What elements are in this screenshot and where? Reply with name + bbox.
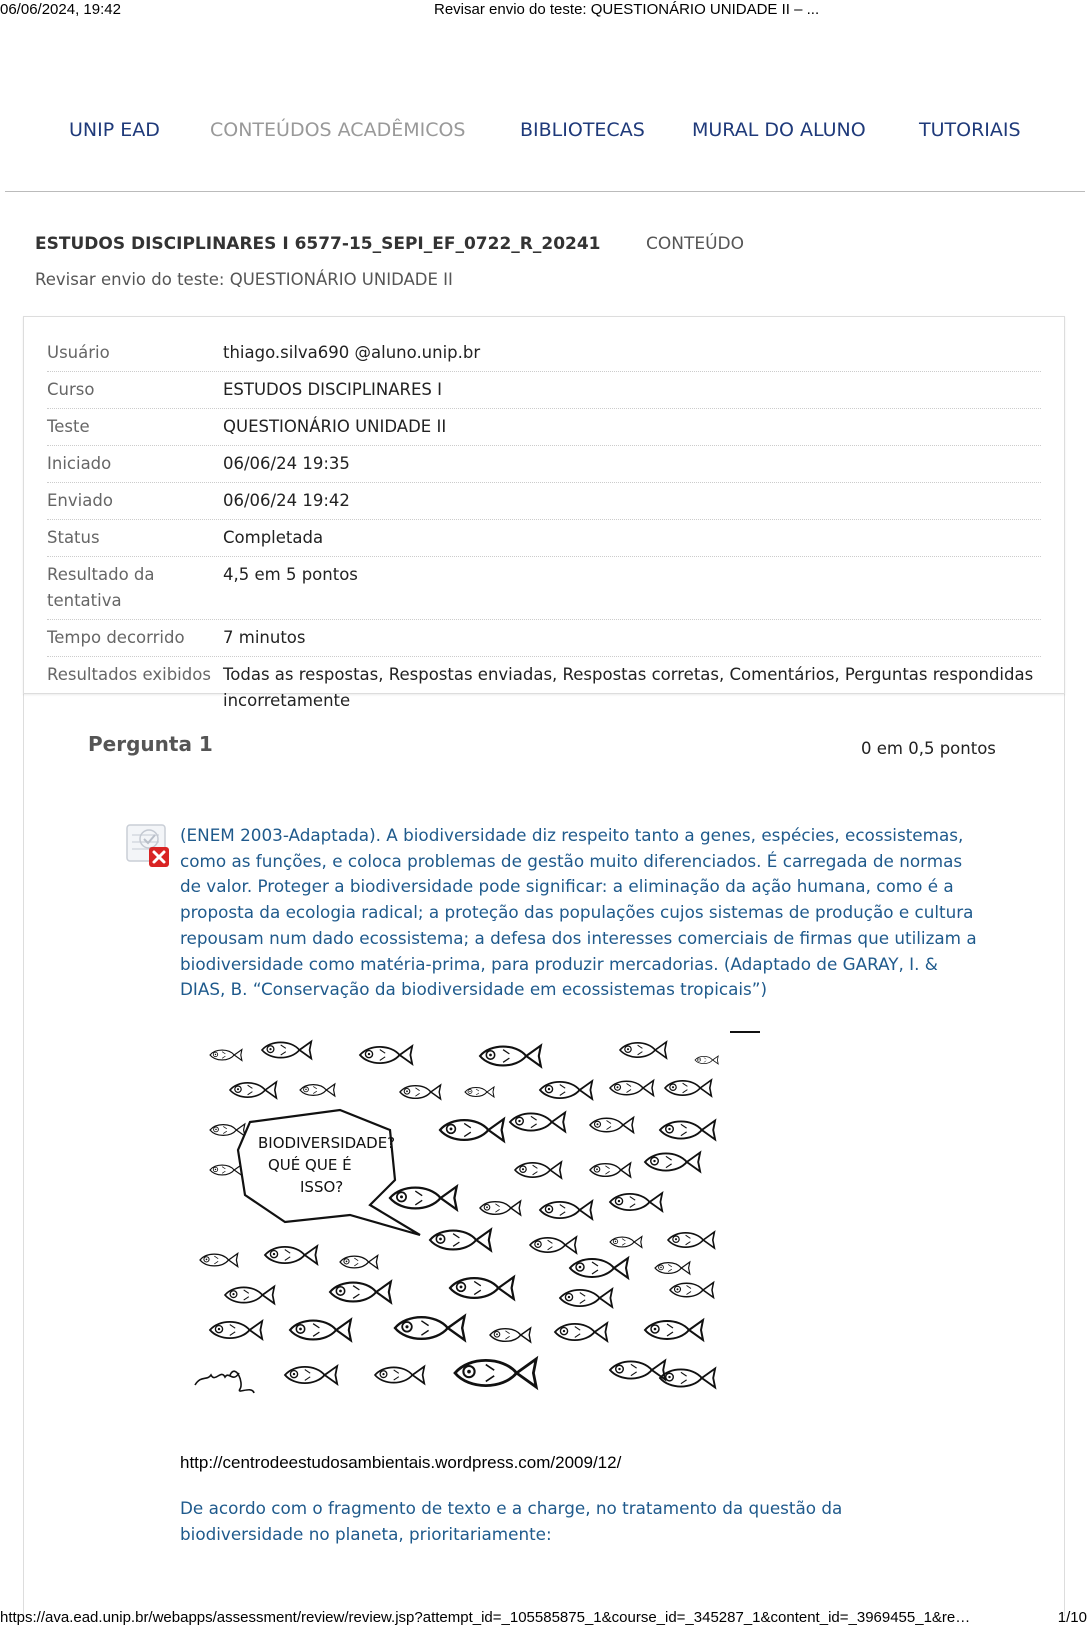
- info-row-teste: [47, 409, 1041, 446]
- info-value: 06/06/24 19:42: [223, 491, 350, 510]
- info-row-tempo: [47, 620, 1041, 657]
- question-title: Pergunta 1: [88, 732, 213, 756]
- attempt-info-panel: [23, 316, 1065, 710]
- info-row-resultado: [47, 557, 1041, 620]
- question-text: [180, 823, 980, 1003]
- nav-item-conteudos-academicos[interactable]: CONTEÚDOS ACADÊMICOS: [210, 119, 466, 141]
- info-value: Completada: [223, 528, 324, 547]
- breadcrumb-course[interactable]: ESTUDOS DISCIPLINARES I 6577-15_SEPI_EF_0722_R_20241: [35, 234, 601, 254]
- question-score: 0 em 0,5 pontos: [861, 739, 996, 758]
- nav-divider: [5, 191, 1085, 192]
- print-url: https://ava.ead.unip.br/webapps/assessment/review/review.jsp?attempt_id=_105585875_1&course_id=_345287_1&content_id=_3969455_1&re…: [0, 1609, 971, 1626]
- biodiversity-cartoon-image: [190, 1030, 760, 1410]
- question-paragraph: (ENEM 2003-Adaptada). A biodiversidade diz respeito tanto a genes, espécies, ecossistemas, como as funções, e coloca problemas de gestão muito diferenciados. É carregada de normas de valor. Proteger a biodiversidade pode significar: a eliminação da ação humana, como é a proposta da ecologia radical; a proteção das populações cujos sistemas de produção e cultura repousam num dado ecossistema; a defesa dos interesses comerciais de firmas que utilizam a biodiversidade como matéria-prima, para produzir mercadorias. (Adaptado de GARAY, I. & DIAS, B. “Conservação da biodiversidade em ecossistemas tropicais”): [180, 825, 977, 1000]
- top-navigation: [0, 115, 1089, 149]
- incorrect-icon: [125, 823, 173, 871]
- info-value: 4,5 em 5 pontos: [223, 565, 358, 584]
- info-label: Resultado da tentativa: [47, 565, 155, 610]
- cartoon-svg: [190, 1030, 760, 1410]
- cartoon-bubble-text: BIODIVERSIDADE?: [258, 1134, 396, 1152]
- nav-item-tutoriais[interactable]: TUTORIAIS: [919, 119, 1021, 141]
- info-value: 06/06/24 19:35: [223, 454, 350, 473]
- info-label: Tempo decorrido: [47, 628, 185, 647]
- breadcrumb-section[interactable]: CONTEÚDO: [646, 234, 745, 254]
- info-value: Todas as respostas, Respostas enviadas, Respostas corretas, Comentários, Perguntas respondidas incorretamente: [223, 665, 1034, 710]
- question-prompt: De acordo com o fragmento de texto e a charge, no tratamento da questão da biodiversidade no planeta, prioritariamente:: [180, 1498, 843, 1544]
- info-row-curso: [47, 372, 1041, 409]
- info-label: Enviado: [47, 491, 113, 510]
- info-label: Iniciado: [47, 454, 112, 473]
- print-page-number: 1/10: [1057, 1609, 1087, 1626]
- info-value: QUESTIONÁRIO UNIDADE II: [223, 417, 447, 436]
- info-row-usuario: [47, 335, 1041, 372]
- info-row-resultados-exibidos: [47, 657, 1041, 719]
- print-doc-title: Revisar envio do teste: QUESTIONÁRIO UNIDADE II – ...: [434, 1, 820, 18]
- nav-item-unip-ead[interactable]: UNIP EAD: [69, 119, 160, 141]
- question-source-link[interactable]: http://centrodeestudosambientais.wordpress.com/2009/12/: [180, 1453, 622, 1472]
- info-label: Resultados exibidos: [47, 665, 211, 684]
- cartoon-bubble-text: ISSO?: [300, 1178, 344, 1196]
- cartoon-bubble-text: QUÉ QUE É: [268, 1156, 352, 1174]
- info-value: ESTUDOS DISCIPLINARES I: [223, 380, 443, 399]
- info-label: Status: [47, 528, 100, 547]
- info-row-enviado: [47, 483, 1041, 520]
- attempt-info-table: [47, 335, 1041, 719]
- info-label: Teste: [47, 417, 90, 436]
- print-datetime: 06/06/2024, 19:42: [0, 1, 121, 18]
- info-label: Usuário: [47, 343, 110, 362]
- info-value: 7 minutos: [223, 628, 306, 647]
- info-label: Curso: [47, 380, 95, 399]
- print-footer: [0, 1609, 1089, 1629]
- print-header: [0, 0, 1089, 22]
- info-row-status: [47, 520, 1041, 557]
- page-title: Revisar envio do teste: QUESTIONÁRIO UNIDADE II: [35, 270, 453, 289]
- nav-item-bibliotecas[interactable]: BIBLIOTECAS: [520, 119, 645, 141]
- info-row-iniciado: [47, 446, 1041, 483]
- info-value: thiago.silva690 @aluno.unip.br: [223, 343, 481, 362]
- nav-item-mural-do-aluno[interactable]: MURAL DO ALUNO: [692, 119, 866, 141]
